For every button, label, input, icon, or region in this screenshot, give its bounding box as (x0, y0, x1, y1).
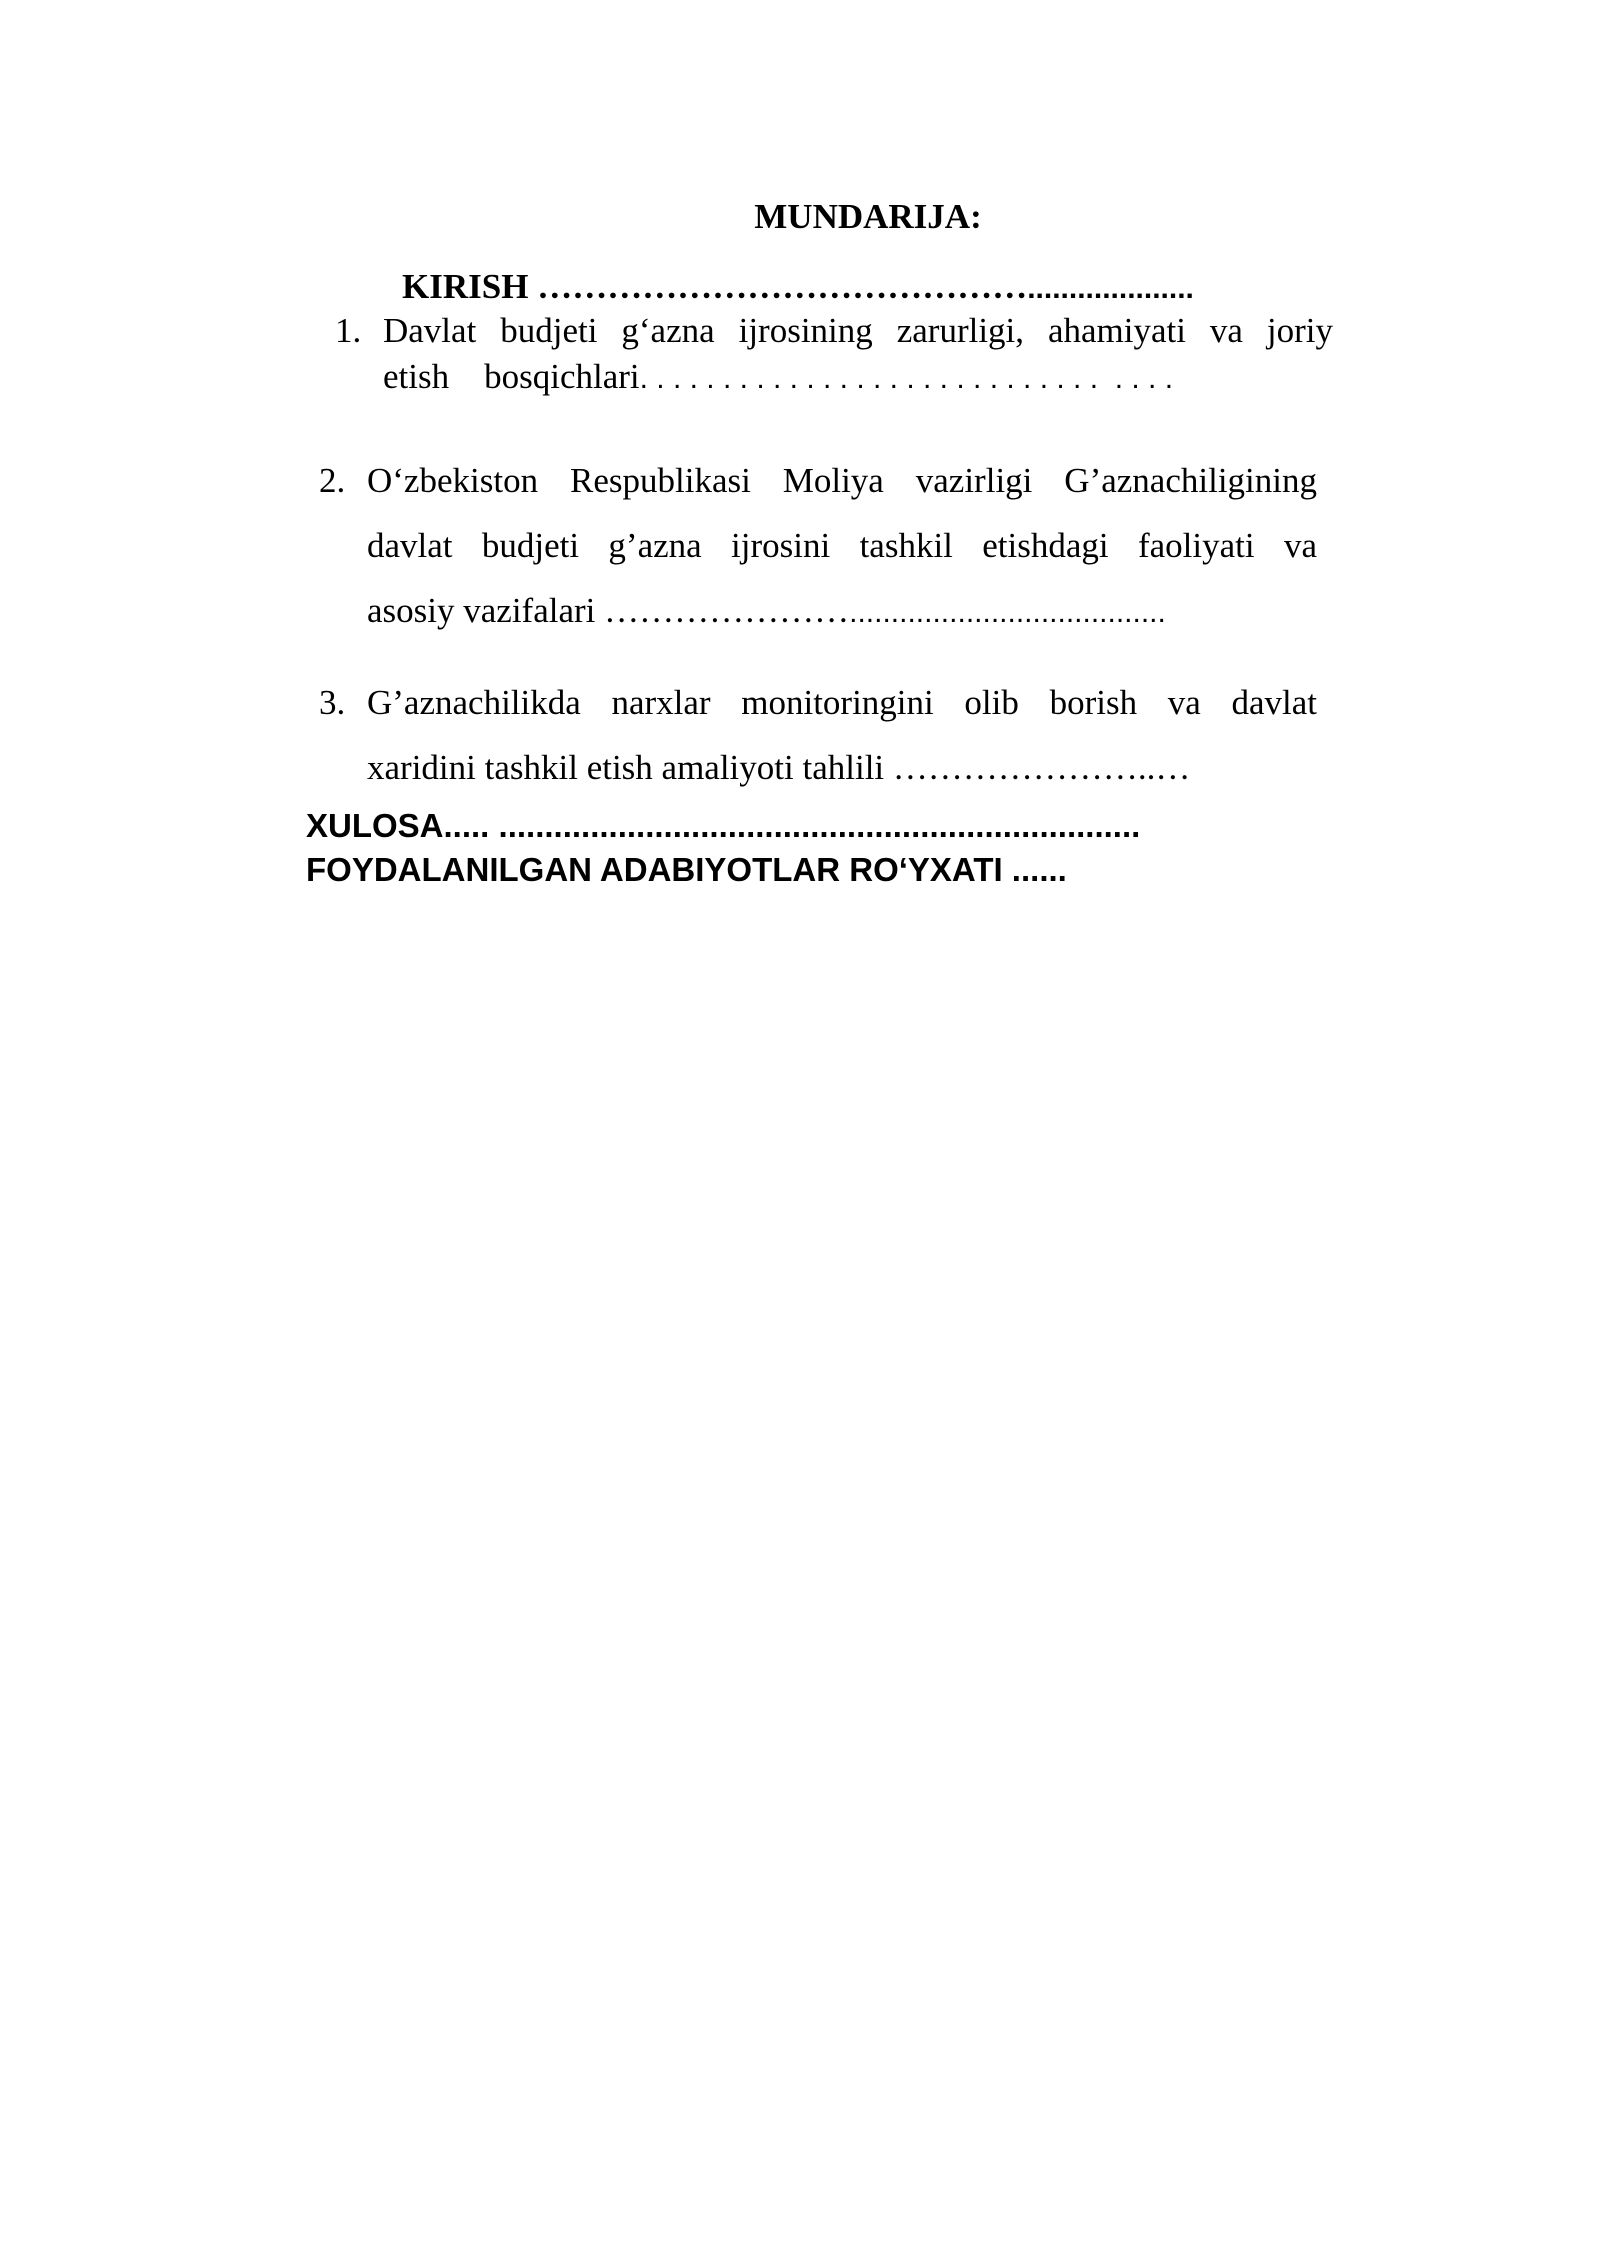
toc-entry-line: O‘zbekiston Respublikasi Moliya vazirligi G’aznachiligining (367, 461, 1317, 500)
toc-entry-text: xaridini tashkil etish amaliyoti tahlili (367, 748, 893, 787)
toc-leader-dots: . . . . . . . . . . . . . . . . . . . . . . . . . . . . . . . . (639, 362, 1174, 395)
toc-entry-line (367, 578, 1166, 645)
page-title: MUNDARIJA: (754, 197, 982, 236)
intro-leader-dots: …………………………………… (537, 267, 1028, 306)
toc-entry-1 (335, 308, 1333, 408)
intro-label: KIRISH (402, 267, 529, 306)
toc-entry-line: G’aznachilikda narxlar monitoringini olib borish va davlat (367, 683, 1317, 722)
toc-entry-number: 1. (335, 311, 362, 350)
toc-leader-dots: ………………… (604, 591, 850, 630)
toc-entry-number: 3. (319, 683, 346, 722)
toc-entry-3 (319, 670, 1317, 800)
toc-entry-text: etish bosqichlari (383, 357, 640, 396)
toc-entry-number: 2. (319, 461, 346, 500)
toc-leader-dots-sans: ...................................... (849, 596, 1166, 629)
toc-entry-line (367, 735, 1190, 800)
toc-entry-line: davlat budjeti g’azna ijrosini tashkil etishdagi faoliyati va (367, 526, 1317, 565)
toc-entry-conclusion: XULOSA..... ...................................................................... (306, 807, 1141, 844)
toc-entry-2 (319, 448, 1317, 648)
toc-leader-dots: …………………..… (892, 748, 1191, 787)
toc-entry-references: FOYDALANILGAN ADABIYOTLAR RO‘YXATI ...... (306, 851, 1067, 888)
toc-entry-intro (402, 266, 1194, 310)
toc-entry-text: asosiy vazifalari (367, 591, 605, 630)
toc-entry-line (383, 354, 1173, 402)
intro-leader-dots-sans: .................... (1027, 272, 1194, 305)
toc-entry-line: Davlat budjeti g‘azna ijrosining zarurligi, ahamiyati va joriy (383, 311, 1333, 350)
